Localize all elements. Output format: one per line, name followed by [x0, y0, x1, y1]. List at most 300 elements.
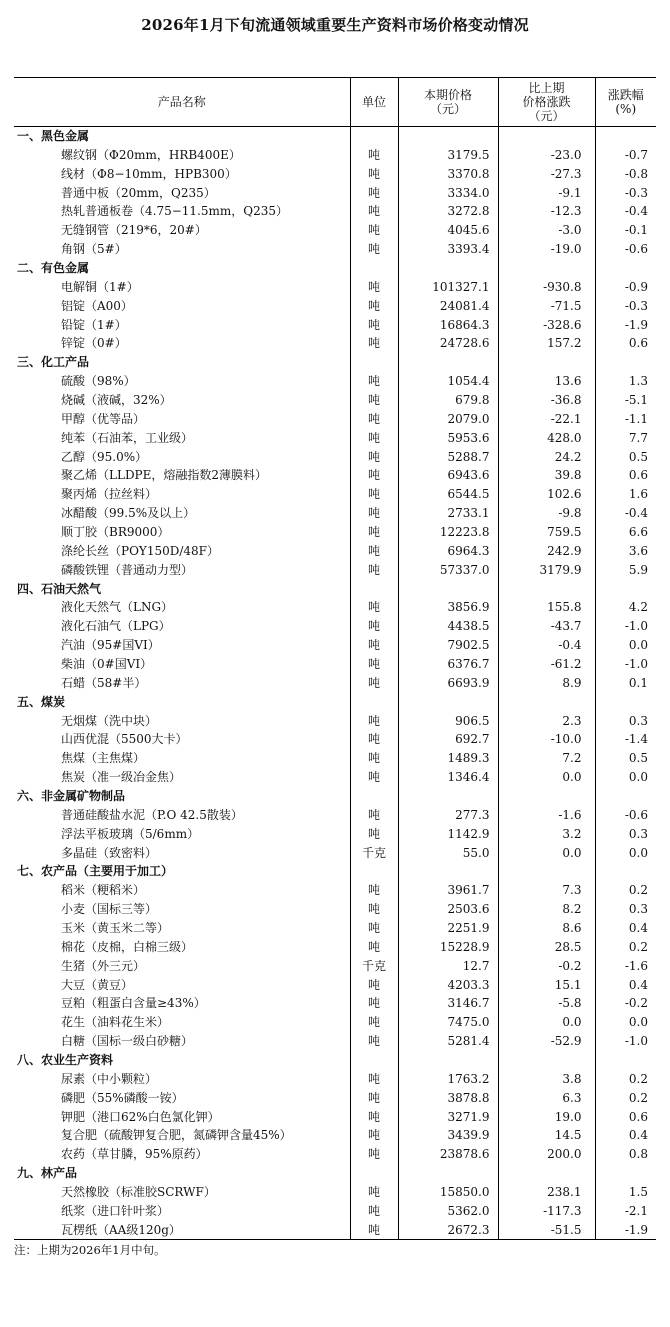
- price-cell: 2733.1: [398, 504, 498, 523]
- price-cell: 3272.8: [398, 202, 498, 221]
- percent-cell: 0.4: [595, 919, 656, 938]
- header-price-line1: 本期价格: [423, 88, 472, 102]
- table-body: [14, 127, 656, 1240]
- price-cell: 1142.9: [398, 824, 498, 843]
- change-cell: 19.0: [498, 1107, 595, 1126]
- change-cell: 28.5: [498, 937, 595, 956]
- percent-cell: -0.8: [595, 164, 656, 183]
- unit-cell: 吨: [350, 881, 398, 900]
- category-empty-cell: [350, 692, 398, 711]
- change-cell: 0.0: [498, 768, 595, 787]
- change-cell: -5.8: [498, 994, 595, 1013]
- table-row: [14, 504, 656, 523]
- table-row: [14, 843, 656, 862]
- change-cell: -61.2: [498, 655, 595, 674]
- percent-cell: 0.4: [595, 975, 656, 994]
- category-empty-cell: [595, 127, 656, 146]
- product-name-cell: 电解铜（1#）: [61, 279, 139, 294]
- price-cell: 2079.0: [398, 409, 498, 428]
- change-cell: 242.9: [498, 541, 595, 560]
- category-empty-cell: [595, 787, 656, 806]
- percent-cell: -0.1: [595, 221, 656, 240]
- category-empty-cell: [595, 579, 656, 598]
- table-row: [14, 560, 656, 579]
- table-row: [14, 937, 656, 956]
- percent-cell: 5.9: [595, 560, 656, 579]
- product-name-cell: 铅锭（1#）: [61, 317, 127, 332]
- price-cell: 1489.3: [398, 749, 498, 768]
- percent-cell: 0.6: [595, 1107, 656, 1126]
- unit-cell: 吨: [350, 1013, 398, 1032]
- unit-cell: 吨: [350, 805, 398, 824]
- product-name-cell: 磷肥（55%磷酸一铵）: [61, 1090, 184, 1105]
- product-name-cell: 尿素（中小颗粒）: [61, 1071, 158, 1086]
- table-row: [14, 956, 656, 975]
- category-empty-cell: [498, 692, 595, 711]
- percent-cell: -0.6: [595, 805, 656, 824]
- category-empty-cell: [398, 692, 498, 711]
- product-name-cell: 锌锭（0#）: [61, 336, 127, 351]
- percent-cell: 0.2: [595, 1069, 656, 1088]
- table-row: [14, 523, 656, 542]
- percent-cell: 0.4: [595, 1126, 656, 1145]
- table-row: [14, 391, 656, 410]
- product-name-cell: 普通硅酸盐水泥（P.O 42.5散装）: [61, 807, 243, 822]
- table-row: [14, 334, 656, 353]
- table-row: [14, 598, 656, 617]
- table-row: [14, 1069, 656, 1088]
- percent-cell: -0.9: [595, 277, 656, 296]
- price-table: [14, 77, 656, 1240]
- product-name-cell: 液化石油气（LPG）: [61, 619, 171, 634]
- change-cell: -0.4: [498, 636, 595, 655]
- product-name-cell: 角钢（5#）: [61, 242, 127, 257]
- category-empty-cell: [498, 787, 595, 806]
- table-row: [14, 805, 656, 824]
- percent-cell: 0.0: [595, 1013, 656, 1032]
- unit-cell: 吨: [350, 277, 398, 296]
- percent-cell: -1.0: [595, 655, 656, 674]
- price-cell: 7902.5: [398, 636, 498, 655]
- category-empty-cell: [595, 692, 656, 711]
- percent-cell: 0.0: [595, 636, 656, 655]
- header-change-line1: 比上期: [528, 81, 565, 95]
- change-cell: 15.1: [498, 975, 595, 994]
- price-cell: 6693.9: [398, 673, 498, 692]
- change-cell: 2.3: [498, 711, 595, 730]
- change-cell: -71.5: [498, 296, 595, 315]
- price-cell: 15228.9: [398, 937, 498, 956]
- unit-cell: 吨: [350, 900, 398, 919]
- table-row: [14, 447, 656, 466]
- category-row: [14, 1164, 656, 1183]
- document-title: 2026年1月下旬流通领域重要生产资料市场价格变动情况: [141, 16, 529, 34]
- product-name-cell: 磷酸铁锂（普通动力型）: [61, 562, 194, 577]
- price-cell: 3878.8: [398, 1088, 498, 1107]
- product-name-cell: 聚乙烯（LLDPE，熔融指数2薄膜料）: [61, 468, 268, 483]
- price-cell: 55.0: [398, 843, 498, 862]
- change-cell: -23.0: [498, 145, 595, 164]
- percent-cell: -1.4: [595, 730, 656, 749]
- change-cell: 102.6: [498, 485, 595, 504]
- change-cell: 6.3: [498, 1088, 595, 1107]
- category-empty-cell: [498, 862, 595, 881]
- category-name: 四、石油天然气: [17, 581, 102, 596]
- category-row: [14, 787, 656, 806]
- change-cell: -27.3: [498, 164, 595, 183]
- category-empty-cell: [595, 353, 656, 372]
- percent-cell: -0.3: [595, 183, 656, 202]
- change-cell: 7.3: [498, 881, 595, 900]
- change-cell: 14.5: [498, 1126, 595, 1145]
- product-name-cell: 铝锭（A00）: [61, 298, 133, 313]
- price-cell: 5362.0: [398, 1201, 498, 1220]
- change-cell: -1.6: [498, 805, 595, 824]
- change-cell: -0.2: [498, 956, 595, 975]
- product-name-cell: 无烟煤（洗中块）: [61, 713, 158, 728]
- unit-cell: 吨: [350, 145, 398, 164]
- change-cell: -328.6: [498, 315, 595, 334]
- product-name-cell: 大豆（黄豆）: [61, 977, 134, 992]
- percent-cell: 0.2: [595, 1088, 656, 1107]
- table-row: [14, 428, 656, 447]
- product-name-cell: 焦煤（主焦煤）: [61, 751, 146, 766]
- category-empty-cell: [498, 353, 595, 372]
- table-row: [14, 202, 656, 221]
- unit-cell: 吨: [350, 711, 398, 730]
- percent-cell: 1.5: [595, 1183, 656, 1202]
- unit-cell: 吨: [350, 523, 398, 542]
- header-unit: 单位: [350, 78, 398, 127]
- unit-cell: 吨: [350, 391, 398, 410]
- price-cell: 101327.1: [398, 277, 498, 296]
- unit-cell: 吨: [350, 768, 398, 787]
- price-cell: 3334.0: [398, 183, 498, 202]
- product-name-cell: 柴油（0#国VI）: [61, 656, 153, 671]
- change-cell: 7.2: [498, 749, 595, 768]
- change-cell: -3.0: [498, 221, 595, 240]
- table-row: [14, 919, 656, 938]
- header-percent: 涨跌幅(%): [595, 78, 656, 127]
- table-row: [14, 1220, 656, 1239]
- product-name-cell: 甲醇（优等品）: [61, 411, 146, 426]
- table-row: [14, 636, 656, 655]
- table-row: [14, 183, 656, 202]
- category-name: 七、农产品（主要用于加工）: [17, 864, 174, 879]
- product-name-cell: 涤纶长丝（POY150D/48F）: [61, 543, 219, 558]
- product-name-cell: 复合肥（硫酸钾复合肥，氮磷钾含量45%）: [61, 1128, 292, 1143]
- product-name-cell: 农药（草甘膦，95%原药）: [61, 1147, 208, 1162]
- unit-cell: 吨: [350, 409, 398, 428]
- category-empty-cell: [498, 579, 595, 598]
- table-row: [14, 975, 656, 994]
- unit-cell: 千克: [350, 843, 398, 862]
- price-cell: 3146.7: [398, 994, 498, 1013]
- price-cell: 3439.9: [398, 1126, 498, 1145]
- product-name-cell: 多晶硅（致密料）: [61, 845, 158, 860]
- product-name-cell: 聚丙烯（拉丝料）: [61, 487, 158, 502]
- table-row: [14, 1013, 656, 1032]
- unit-cell: 吨: [350, 673, 398, 692]
- percent-cell: -1.9: [595, 1220, 656, 1239]
- price-cell: 12.7: [398, 956, 498, 975]
- category-row: [14, 259, 656, 278]
- category-row: [14, 692, 656, 711]
- unit-cell: 吨: [350, 1088, 398, 1107]
- price-cell: 23878.6: [398, 1145, 498, 1164]
- product-name-cell: 稻米（粳稻米）: [61, 883, 146, 898]
- percent-cell: 1.3: [595, 372, 656, 391]
- percent-cell: 0.2: [595, 881, 656, 900]
- percent-cell: -0.6: [595, 240, 656, 259]
- unit-cell: 吨: [350, 221, 398, 240]
- table-row: [14, 617, 656, 636]
- unit-cell: 吨: [350, 749, 398, 768]
- price-cell: 12223.8: [398, 523, 498, 542]
- price-cell: 3856.9: [398, 598, 498, 617]
- table-row: [14, 315, 656, 334]
- price-cell: 3393.4: [398, 240, 498, 259]
- category-empty-cell: [398, 127, 498, 146]
- product-name-cell: 钾肥（港口62%白色氯化钾）: [61, 1109, 220, 1124]
- product-name-cell: 无缝钢管（219*6，20#）: [61, 223, 207, 238]
- table-row: [14, 900, 656, 919]
- table-row: [14, 994, 656, 1013]
- product-name-cell: 纯苯（石油苯，工业级）: [61, 430, 194, 445]
- price-cell: 6376.7: [398, 655, 498, 674]
- percent-cell: 0.3: [595, 824, 656, 843]
- price-cell: 1346.4: [398, 768, 498, 787]
- change-cell: 39.8: [498, 466, 595, 485]
- unit-cell: 吨: [350, 315, 398, 334]
- table-row: [14, 1088, 656, 1107]
- category-name: 八、农业生产资料: [17, 1053, 114, 1068]
- category-empty-cell: [498, 1164, 595, 1183]
- price-cell: 6544.5: [398, 485, 498, 504]
- unit-cell: 千克: [350, 956, 398, 975]
- price-cell: 6964.3: [398, 541, 498, 560]
- category-empty-cell: [595, 259, 656, 278]
- unit-cell: 吨: [350, 1069, 398, 1088]
- percent-cell: -1.6: [595, 956, 656, 975]
- change-cell: 0.0: [498, 843, 595, 862]
- product-name-cell: 顺丁胶（BR9000）: [61, 524, 170, 539]
- category-empty-cell: [350, 862, 398, 881]
- unit-cell: 吨: [350, 655, 398, 674]
- unit-cell: 吨: [350, 598, 398, 617]
- unit-cell: 吨: [350, 240, 398, 259]
- table-row: [14, 164, 656, 183]
- percent-cell: -5.1: [595, 391, 656, 410]
- unit-cell: 吨: [350, 1220, 398, 1239]
- category-empty-cell: [398, 353, 498, 372]
- percent-cell: 3.6: [595, 541, 656, 560]
- unit-cell: 吨: [350, 466, 398, 485]
- category-row: [14, 1051, 656, 1070]
- unit-cell: 吨: [350, 428, 398, 447]
- product-name-cell: 纸浆（进口针叶浆）: [61, 1203, 170, 1218]
- unit-cell: 吨: [350, 730, 398, 749]
- product-name-cell: 石蜡（58#半）: [61, 675, 147, 690]
- table-row: [14, 1032, 656, 1051]
- change-cell: -9.8: [498, 504, 595, 523]
- price-cell: 7475.0: [398, 1013, 498, 1032]
- percent-cell: -0.4: [595, 202, 656, 221]
- change-cell: 24.2: [498, 447, 595, 466]
- table-row: [14, 730, 656, 749]
- header-price-line2: （元）: [429, 102, 466, 116]
- product-name-cell: 乙醇（95.0%）: [61, 449, 148, 464]
- percent-cell: 0.0: [595, 768, 656, 787]
- category-row: [14, 579, 656, 598]
- table-row: [14, 881, 656, 900]
- unit-cell: 吨: [350, 824, 398, 843]
- category-row: [14, 127, 656, 146]
- price-cell: 4438.5: [398, 617, 498, 636]
- unit-cell: 吨: [350, 164, 398, 183]
- price-cell: 5281.4: [398, 1032, 498, 1051]
- category-empty-cell: [398, 1051, 498, 1070]
- table-row: [14, 296, 656, 315]
- change-cell: 157.2: [498, 334, 595, 353]
- table-row: [14, 145, 656, 164]
- percent-cell: 0.2: [595, 937, 656, 956]
- product-name-cell: 烧碱（液碱，32%）: [61, 392, 172, 407]
- header-change-line3: （元）: [528, 109, 565, 123]
- table-row: [14, 1201, 656, 1220]
- product-name-cell: 小麦（国标三等）: [61, 902, 158, 917]
- header-product-name: 产品名称: [14, 78, 350, 127]
- table-row: [14, 277, 656, 296]
- change-cell: -9.1: [498, 183, 595, 202]
- change-cell: 8.6: [498, 919, 595, 938]
- category-name: 五、煤炭: [17, 694, 66, 709]
- percent-cell: 0.3: [595, 900, 656, 919]
- price-cell: 3271.9: [398, 1107, 498, 1126]
- product-name-cell: 普通中板（20mm，Q235）: [61, 185, 216, 200]
- change-cell: -10.0: [498, 730, 595, 749]
- product-name-cell: 螺纹钢（Φ20mm，HRB400E）: [61, 147, 241, 162]
- table-row: [14, 1145, 656, 1164]
- price-cell: 16864.3: [398, 315, 498, 334]
- percent-cell: -1.9: [595, 315, 656, 334]
- price-cell: 24728.6: [398, 334, 498, 353]
- category-empty-cell: [350, 127, 398, 146]
- product-name-cell: 豆粕（粗蛋白含量≥43%）: [61, 996, 206, 1011]
- table-row: [14, 240, 656, 259]
- price-cell: 6943.6: [398, 466, 498, 485]
- percent-cell: 7.7: [595, 428, 656, 447]
- price-cell: 5953.6: [398, 428, 498, 447]
- table-row: [14, 673, 656, 692]
- percent-cell: 6.6: [595, 523, 656, 542]
- change-cell: -51.5: [498, 1220, 595, 1239]
- percent-cell: -1.0: [595, 1032, 656, 1051]
- product-name-cell: 山西优混（5500大卡）: [61, 732, 188, 747]
- price-cell: 4203.3: [398, 975, 498, 994]
- product-name-cell: 液化天然气（LNG）: [61, 600, 174, 615]
- category-empty-cell: [498, 1051, 595, 1070]
- percent-cell: -0.7: [595, 145, 656, 164]
- change-cell: -19.0: [498, 240, 595, 259]
- price-cell: 5288.7: [398, 447, 498, 466]
- category-empty-cell: [398, 787, 498, 806]
- category-name: 一、黑色金属: [17, 129, 90, 144]
- change-cell: 155.8: [498, 598, 595, 617]
- unit-cell: 吨: [350, 1107, 398, 1126]
- price-cell: 4045.6: [398, 221, 498, 240]
- percent-cell: 0.5: [595, 447, 656, 466]
- change-cell: -43.7: [498, 617, 595, 636]
- price-cell: 692.7: [398, 730, 498, 749]
- table-row: [14, 824, 656, 843]
- percent-cell: -2.1: [595, 1201, 656, 1220]
- category-empty-cell: [350, 1051, 398, 1070]
- product-name-cell: 浮法平板玻璃（5/6mm）: [61, 826, 200, 841]
- unit-cell: 吨: [350, 202, 398, 221]
- unit-cell: 吨: [350, 560, 398, 579]
- unit-cell: 吨: [350, 994, 398, 1013]
- price-cell: 2672.3: [398, 1220, 498, 1239]
- change-cell: 0.0: [498, 1013, 595, 1032]
- price-cell: 1763.2: [398, 1069, 498, 1088]
- change-cell: -52.9: [498, 1032, 595, 1051]
- percent-cell: -0.2: [595, 994, 656, 1013]
- price-cell: 277.3: [398, 805, 498, 824]
- unit-cell: 吨: [350, 447, 398, 466]
- price-cell: 679.8: [398, 391, 498, 410]
- unit-cell: 吨: [350, 296, 398, 315]
- table-row: [14, 711, 656, 730]
- unit-cell: 吨: [350, 1032, 398, 1051]
- product-name-cell: 生猪（外三元）: [61, 958, 146, 973]
- percent-cell: 0.6: [595, 334, 656, 353]
- unit-cell: 吨: [350, 1183, 398, 1202]
- product-name-cell: 焦炭（准一级冶金焦）: [61, 770, 182, 785]
- percent-cell: 1.6: [595, 485, 656, 504]
- category-empty-cell: [595, 862, 656, 881]
- table-row: [14, 409, 656, 428]
- change-cell: 8.9: [498, 673, 595, 692]
- change-cell: -930.8: [498, 277, 595, 296]
- change-cell: 3.2: [498, 824, 595, 843]
- change-cell: 428.0: [498, 428, 595, 447]
- percent-cell: 0.5: [595, 749, 656, 768]
- product-name-cell: 棉花（皮棉，白棉三级）: [61, 939, 194, 954]
- price-cell: 2503.6: [398, 900, 498, 919]
- category-name: 三、化工产品: [17, 355, 90, 370]
- category-name: 二、有色金属: [17, 260, 90, 275]
- product-name-cell: 线材（Φ8−10mm，HPB300）: [61, 166, 237, 181]
- unit-cell: 吨: [350, 1145, 398, 1164]
- percent-cell: 4.2: [595, 598, 656, 617]
- unit-cell: 吨: [350, 485, 398, 504]
- category-empty-cell: [350, 579, 398, 598]
- change-cell: 200.0: [498, 1145, 595, 1164]
- header-price: [398, 78, 498, 127]
- product-name-cell: 瓦楞纸（AA级120g）: [14, 1220, 350, 1239]
- percent-cell: 0.3: [595, 711, 656, 730]
- category-empty-cell: [595, 1164, 656, 1183]
- price-cell: 906.5: [398, 711, 498, 730]
- table-row: [14, 1183, 656, 1202]
- percent-cell: 0.6: [595, 466, 656, 485]
- header-change: [498, 78, 595, 127]
- unit-cell: 吨: [350, 919, 398, 938]
- change-cell: -36.8: [498, 391, 595, 410]
- category-empty-cell: [350, 259, 398, 278]
- change-cell: 3179.9: [498, 560, 595, 579]
